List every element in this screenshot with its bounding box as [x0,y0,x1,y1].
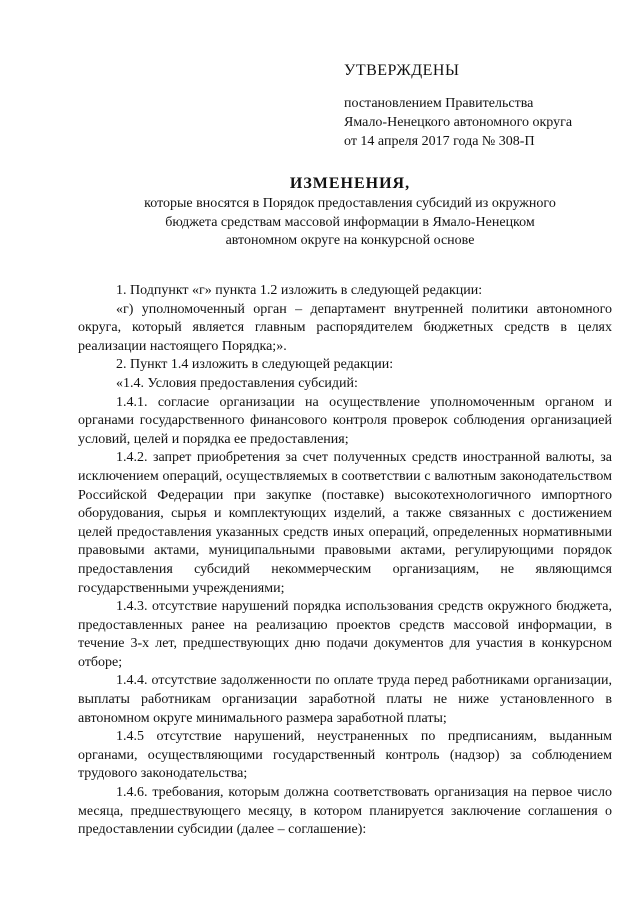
heading-line-1: которые вносятся в Порядок предоставления субсидий из окружного [144,196,556,211]
paragraph: 1.4.3. отсутствие нарушений порядка использования средств окружного бюджета, предоставленных ранее на реализацию проектов средств массовой информации, в течение 3-х лет, предшествующих дню подачи документов для участия в конкурсном отборе; [78,599,612,670]
paragraph: 1. Подпункт «г» пункта 1.2 изложить в следующей редакции: [116,283,483,298]
heading-line-3: автономном округе на конкурсной основе [225,233,475,248]
approval-line-2: Ямало-Ненецкого автономного округа [344,115,573,130]
approval-line-3: от 14 апреля 2017 года № 308-П [344,134,535,149]
paragraph: 1.4.1. согласие организации на осуществление уполномоченным органом и органами государственного финансового контроля проверок соблюдения организацией условий, целей и порядка ее предоставления; [78,394,612,447]
heading-line-2: бюджета средствам массовой информации в Ямало-Ненецком [165,214,535,230]
approval-line-1: постановлением Правительства [344,96,534,111]
paragraph: 2. Пункт 1.4 изложить в следующей редакции: [116,357,394,373]
paragraph: 1.4.4. отсутствие задолженности по оплате труда перед работниками организации, выплаты работникам организации заработной платы не ниже установленного в автономном округе минимального размера заработной платы; [78,673,612,726]
document-title: ИЗМЕНЕНИЯ, [289,175,411,192]
document-body [78,282,612,840]
paragraph: «г) уполномоченный орган – департамент внутренней политики автономного округа, который является главным распорядителем бюджетных средств в целях реализации настоящего Порядка;». [78,301,612,354]
paragraph: 1.4.5 отсутствие нарушений, неустраненных по предписаниям, выданным органами, осуществляющими государственный контроль (надзор) за соблюдением трудового законодательства; [78,729,612,782]
paragraph: «1.4. Условия предоставления субсидий: [116,375,358,391]
document-heading [80,175,620,251]
approval-title: УТВЕРЖДЕНЫ [344,62,460,79]
paragraph: 1.4.2. запрет приобретения за счет полученных средств иностранной валюты, за исключением операций, осуществляемых в соответствии с валютным законодательством Российской Федерации при закупке (поставке) высокотехнологичного импортного оборудования, сырья и комплектующих изделий, а также связанных с достижением целей предоставления указанных средств иных операций, определенных нормативными правовыми актами, муниципальными правовыми актами, регулирующими порядок предоставления субсидий некоммерческим организациям, не являющимся государственными учреждениями; [78,450,612,596]
paragraph: 1.4.6. требования, которым должна соответствовать организация на первое число месяца, предшествующего месяцу, в котором планируется заключение соглашения о предоставлении субсидии (далее – соглашение): [78,785,612,838]
approval-stamp-block [344,62,614,151]
